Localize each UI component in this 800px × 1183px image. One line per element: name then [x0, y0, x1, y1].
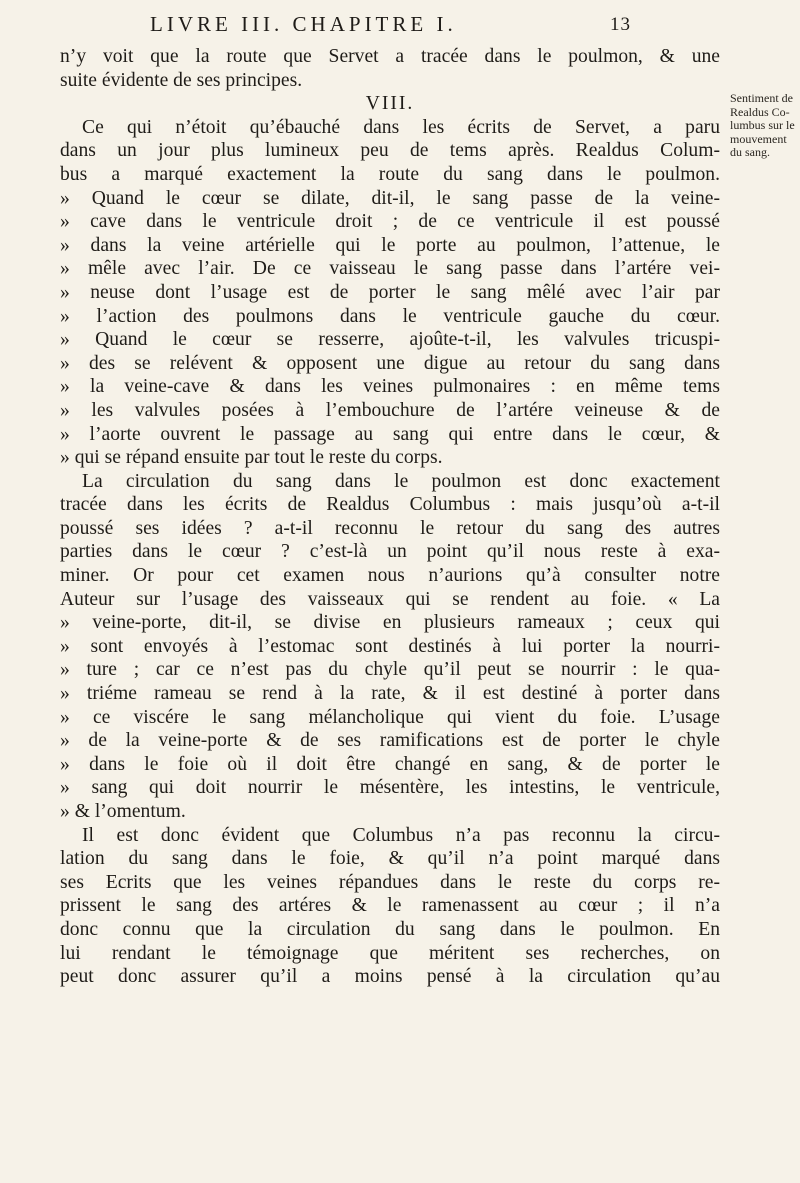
- text-line: » qui se répand ensuite par tout le reste du corps.: [60, 447, 443, 469]
- text-line: dans un jour plus lumineux peu de tems après. Realdus Colum-: [60, 140, 720, 162]
- text-line: » & l’omentum.: [60, 801, 186, 822]
- body-text: [60, 45, 720, 989]
- text-line: » l’action des poulmons dans le ventricule gauche du cœur.: [60, 305, 720, 327]
- section-number: VIII.: [365, 93, 415, 115]
- page-number: 13: [610, 14, 631, 35]
- text-line: Il est donc évident que Columbus n’a pas reconnu la circu-: [82, 824, 720, 846]
- text-line: » mêle avec l’air. De ce vaisseau le sang passe dans l’artére vei-: [60, 258, 720, 280]
- text-line: » de la veine-porte & de ses ramifications est de porter le chyle: [60, 730, 720, 752]
- text-line: Ce qui n’étoit qu’ébauché dans les écrits de Servet, a paru: [82, 116, 720, 138]
- text-line: » Quand le cœur se dilate, dit-il, le sang passe de la veine-: [60, 187, 720, 209]
- text-line: ses Ecrits que les veines répandues dans le reste du corps re-: [60, 871, 720, 893]
- text-line: donc connu que la circulation du sang dans le poulmon. En: [60, 918, 720, 940]
- margin-note-line: lumbus sur le: [730, 118, 795, 132]
- text-line: » cave dans le ventricule droit ; de ce ventricule il est poussé: [60, 211, 720, 233]
- margin-note-line: du sang.: [730, 145, 770, 159]
- text-line: » dans le foie où il doit être changé en sang, & de porter le: [60, 753, 720, 775]
- text-line: peut donc assurer qu’il a moins pensé à la circulation qu’au: [60, 966, 720, 988]
- text-line: tracée dans les écrits de Realdus Columbus : mais jusqu’où a-t-il: [60, 494, 720, 516]
- text-line: » Quand le cœur se resserre, ajoûte-t-il, les valvules tricuspi-: [60, 329, 720, 351]
- text-line: » sont envoyés à l’estomac sont destinés à lui porter la nourri-: [60, 635, 720, 657]
- text-line: suite évidente de ses principes.: [60, 69, 303, 91]
- text-line: n’y voit que la route que Servet a tracée dans le poulmon, & une: [60, 46, 720, 67]
- text-line: » sang qui doit nourrir le mésentère, les intestins, le ventricule,: [60, 777, 720, 799]
- margin-note-line: Sentiment de: [730, 91, 793, 105]
- margin-note-line: mouvement: [730, 131, 787, 146]
- text-line: » triéme rameau se rend à la rate, & il est destiné à porter dans: [60, 683, 720, 705]
- text-line: » l’aorte ouvrent le passage au sang qui entre dans le cœur, &: [60, 423, 720, 445]
- running-header: [150, 12, 630, 37]
- text-line: lation du sang dans le foie, & qu’il n’a point marqué dans: [60, 848, 720, 870]
- text-line: parties dans le cœur ? c’est-là un point qu’il nous reste à exa-: [60, 541, 720, 563]
- text-line: » des se relévent & opposent une digue au retour du sang dans: [60, 352, 720, 374]
- text-line: prissent le sang des artéres & le ramenassent au cœur ; il n’a: [60, 895, 720, 917]
- text-line: La circulation du sang dans le poulmon est donc exactement: [82, 470, 720, 492]
- text-line: Auteur sur l’usage des vaisseaux qui se rendent au foie. « La: [60, 588, 720, 610]
- text-line: » ture ; car ce n’est pas du chyle qu’il peut se nourrir : le qua-: [60, 659, 720, 681]
- text-line: » veine-porte, dit-il, se divise en plusieurs rameaux ; ceux qui: [60, 612, 720, 634]
- text-line: » neuse dont l’usage est de porter le sang mêlé avec l’air par: [60, 281, 720, 303]
- text-line: poussé ses idées ? a-t-il reconnu le retour du sang des autres: [60, 517, 720, 539]
- margin-note: [730, 92, 800, 160]
- text-line: lui rendant le témoignage que méritent ses recherches, on: [60, 942, 720, 964]
- text-line: » la veine-cave & dans les veines pulmonaires : en même tems: [60, 376, 720, 398]
- text-line: » les valvules posées à l’embouchure de l’artére veineuse & de: [60, 399, 720, 421]
- text-line: bus a marqué exactement la route du sang dans le poulmon.: [60, 163, 720, 185]
- text-line: miner. Or pour cet examen nous n’aurions qu’à consulter notre: [60, 565, 720, 587]
- text-line: » dans la veine artérielle qui le porte au poulmon, l’attenue, le: [60, 234, 720, 256]
- text-line: » ce viscére le sang mélancholique qui vient du foie. L’usage: [60, 706, 720, 728]
- running-title: LIVRE III. CHAPITRE I.: [150, 12, 457, 36]
- margin-note-line: Realdus Co-: [730, 104, 790, 119]
